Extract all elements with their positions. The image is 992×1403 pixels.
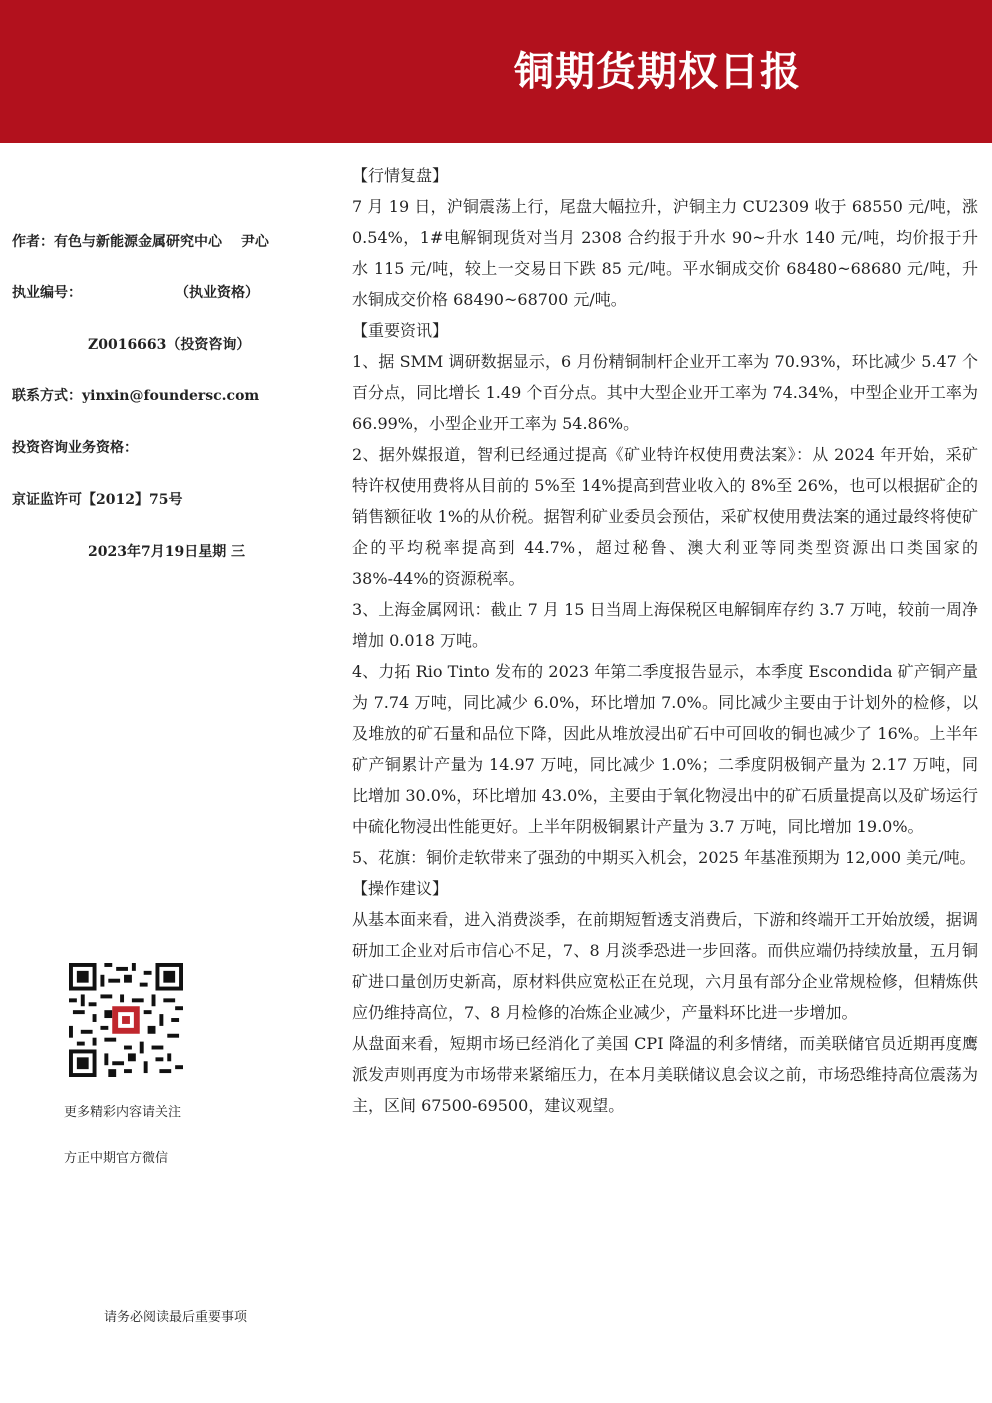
advice-paragraph: 从盘面来看，短期市场已经消化了美国 CPI 降温的利多情绪，而美联储官员近期再度鹰派发声则再度为市场带来紧缩压力，在本月美联储议息会议之前，市场恐维持高位震荡为主，区间 67500-69500，建议观望。 [352,1034,978,1115]
news-item: 4、力拓 Rio Tinto 发布的 2023 年第二季度报告显示，本季度 Escondida 矿产铜产量为 7.74 万吨，同比减少 6.0%，环比增加 7.0%。同比减少主要由于计划外的检修，以及堆放的矿石量和品位下降，因此从堆放浸出矿石中可回收的铜也减少了 16%。上半年矿产铜累计产量为 14.97 万吨，同比减少 1.0%；二季度阴极铜产量为 2.17 万吨，同比增加 30.0%，环比增加 43.0%，主要由于氧化物浸出中的矿石质量提高以及矿场运行中硫化物浸出性能更好。上半年阴极铜累计产量为 3.7 万吨，同比增加 19.0%。 [352,662,978,836]
section-title-key-news: 【重要资讯】 [352,321,449,340]
permit-number: 京证监许可【2012】75号 [12,492,183,508]
news-item: 2、据外媒报道，智利已经通过提高《矿业特许权使用费法案》：从 2024 年开始，采矿特许权使用费将从目前的 5%至 14%提高到营业收入的 8%至 26%，也可以根据矿企的销售额征收 1%的从价税。据智利矿业委员会预估，采矿权使用费法案的通过最终将使矿企的平均税率提高到 44.7%，超过秘鲁、澳大利亚等同类型资源出口类国家的 38%-44%的资源税率。 [352,445,978,588]
advice-paragraph: 从基本面来看，进入消费淡季，在前期短暂透支消费后，下游和终端开工开始放缓，据调研加工企业对后市信心不足，7、8 月淡季恐进一步回落。而供应端仍持续放量，五月铜矿进口量创历史新高，原材料供应宽松正在兑现，六月虽有部分企业常规检修，但精炼供应仍维持高位，7、8 月检修的冶炼企业减少，产量料环比进一步增加。 [352,910,978,1022]
license-no-label: 执业编号： [12,285,82,301]
report-header [0,0,992,143]
license-code: Z0016663（投资咨询） [88,337,251,353]
news-item: 1、据 SMM 调研数据显示，6 月份精铜制杆企业开工率为 70.93%，环比减少 5.47 个百分点，同比增长 1.49 个百分点。其中大型企业开工率为 74.34%，中型企业开工率为 66.99%，小型企业开工率为 54.86%。 [352,352,978,433]
disclaimer-note: 请务必阅读最后重要事项 [104,1310,248,1325]
qr-caption-follow: 更多精彩内容请关注 [64,1105,182,1120]
wechat-qr-code-icon [69,963,183,1077]
report-date: 2023年7月19日星期 三 [88,544,246,560]
contact-email[interactable]: 联系方式：yinxin@foundersc.com [12,388,260,404]
report-title: 铜期货期权日报 [514,49,801,95]
section-title-market-review: 【行情复盘】 [352,166,449,185]
news-item: 3、上海金属网讯：截止 7 月 15 日当周上海保税区电解铜库存约 3.7 万吨，较前一周净增加 0.018 万吨。 [352,600,978,650]
qualification-label: 投资咨询业务资格： [12,440,138,456]
section-title-trading-advice: 【操作建议】 [352,879,449,898]
author-line: 作者：有色与新能源金属研究中心 尹心 [12,234,269,250]
report-body [352,160,978,1121]
license-type: （执业资格） [175,285,259,301]
qr-caption-wechat: 方正中期官方微信 [64,1151,169,1166]
news-item: 5、花旗：铜价走软带来了强劲的中期买入机会，2025 年基准预期为 12,000 美元/吨。 [352,848,976,867]
author-sidebar [0,143,330,1403]
market-review-paragraph: 7 月 19 日，沪铜震荡上行，尾盘大幅拉升，沪铜主力 CU2309 收于 68550 元/吨，涨 0.54%，1#电解铜现货对当月 2308 合约报于升水 90~升水 140 元/吨，均价报于升水 115 元/吨，较上一交易日下跌 85 元/吨。平水铜成交价 68480~68680 元/吨，升水铜成交价格 68490~68700 元/吨。 [352,197,978,309]
